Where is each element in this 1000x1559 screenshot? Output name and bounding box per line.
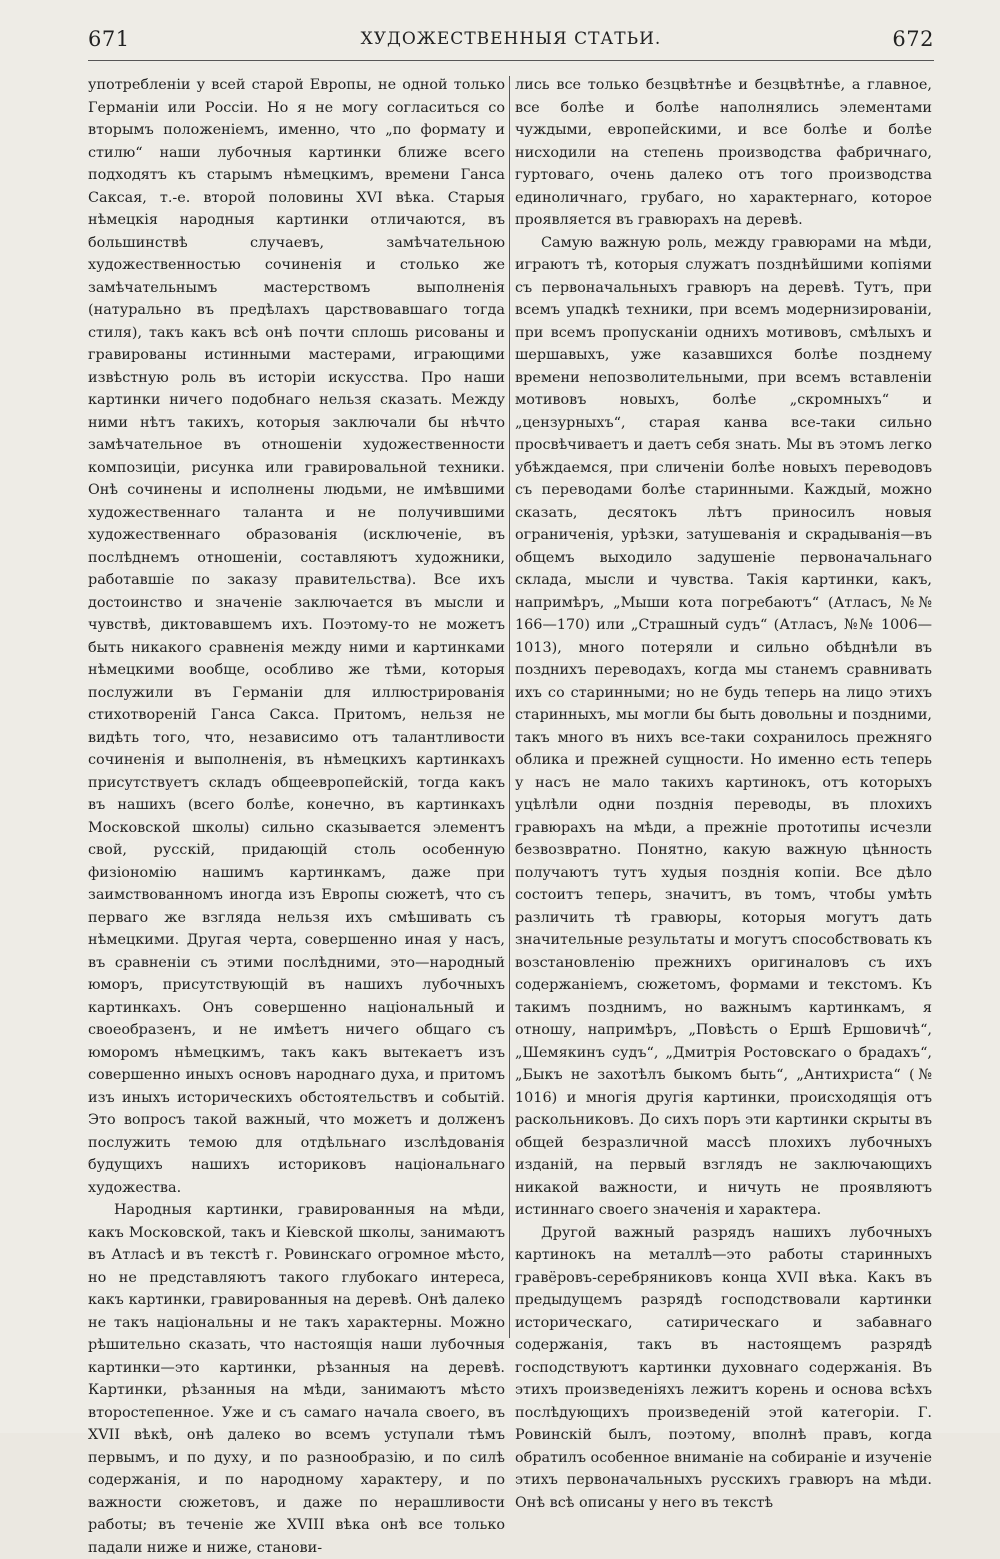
left-column — [88, 74, 505, 1556]
right-paragraph-1: лись все только безцвѣтнѣе и безцвѣтнѣе, а главное, все болѣе и болѣе наполнялись элементами чуждыми, европейскими, и все болѣе и болѣе нисходили на степень производства фабричнаго, гуртоваго, очень далеко отъ того производства единоличнаго, грубаго, но характернаго, которое проявляется въ гравюрахъ на деревѣ. — [515, 77, 932, 228]
left-paragraph-1: употребленіи у всей старой Европы, не одной только Германіи или Россіи. Но я не могу согласиться со вторымъ положеніемъ, именно, что „по формату и стилю“ наши лубочныя картинки ближе всего подходятъ къ старымъ нѣмецкимъ, времени Ганса Саксая, т.-е. второй половины XVI вѣка. Старыя нѣмецкія народныя картинки отличаются, въ большинствѣ случаевъ, замѣчательною художественностью сочиненія и столько же замѣчательнымъ мастерствомъ выполненія (натурально въ предѣлахъ царствовавшаго тогда стиля), такъ какъ всѣ онѣ почти сплошь рисованы и гравированы истинными мастерами, играющими извѣстную роль въ исторіи искусства. Про наши картинки ничего подобнаго нельзя сказать. Между ними нѣтъ такихъ, которыя заключали бы нѣчто замѣчательное въ отношеніи художественности композиціи, рисунка или гравировальной техники. Онѣ сочинены и исполнены людьми, не имѣвшими художественнаго таланта и не получившими художественнаго образованія (исключеніе, въ послѣднемъ отношеніи, составляютъ художники, работавшіе по заказу правительства). Все ихъ достоинство и значеніе заключается въ мысли и чувствѣ, диктовавшемъ ихъ. Поэтому-то не можетъ быть никакого сравненія между ними и картинками нѣмецкими вообще, особливо же тѣми, которыя послужили въ Германіи для иллюстрированія стихотвореній Ганса Сакса. Притомъ, нельзя не видѣть того, что, независимо отъ талантливости сочиненія и выполненія, въ нѣмецкихъ картинкахъ присутствуетъ складъ общеевропейскій, тогда какъ въ нашихъ (всего болѣе, конечно, въ картинкахъ Московской школы) сильно сказывается элементъ свой, русскій, придающій столь особенную физіономію нашимъ картинкамъ, даже при заимствованномъ иногда изъ Европы сюжетѣ, что съ перваго же взгляда нельзя ихъ смѣшивать съ нѣмецкими. Другая черта, совершенно иная у насъ, въ сравненіи съ этими послѣдними, это—народный юморъ, присутствующій въ нашихъ лубочныхъ картинкахъ. Онъ совершенно національный и своеобразенъ, и не имѣетъ ничего общаго съ юморомъ нѣмецкимъ, такъ какъ вытекаетъ изъ совершенно иныхъ основъ народнаго духа, и притомъ изъ иныхъ историческихъ обстоятельствъ и событій. Это вопросъ такой важный, что можетъ и долженъ послужить темою для отдѣльнаго изслѣдованія будущихъ нашихъ историковъ національнаго художества. — [88, 77, 505, 1196]
left-page-number: 671 — [88, 27, 130, 51]
column-divider — [509, 76, 510, 1338]
running-title: ХУДОЖЕСТВЕННЫЯ СТАТЬИ. — [360, 29, 662, 49]
left-paragraph-2: Народныя картинки, гравированныя на мѣди, какъ Московской, такъ и Кіевской школы, занимаютъ въ Атласѣ и въ текстѣ г. Ровинскаго огромное мѣсто, но не представляютъ такого глубокаго интереса, какъ картинки, гравированныя на деревѣ. Онѣ далеко не такъ національны и не такъ характерны. Можно рѣшительно сказать, что настоящія наши лубочныя картинки—это картинки, рѣзанныя на деревѣ. Картинки, рѣзанныя на мѣди, занимаютъ мѣсто второстепенное. Уже и съ самаго начала своего, въ XVII вѣкѣ, онѣ далеко во всемъ уступали тѣмъ первымъ, и по духу, и по разнообразію, и по силѣ содержанія, и по народному характеру, и по важности сюжетовъ, и даже по нерашливости работы; въ теченіе же XVIII вѣка онѣ все только падали ниже и ниже, станови- — [88, 1202, 505, 1556]
right-paragraph-2: Самую важную роль, между гравюрами на мѣди, играютъ тѣ, которыя служатъ позднѣйшими копіями съ первоначальныхъ гравюръ на деревѣ. Тутъ, при всемъ упадкѣ техники, при всемъ модернизированіи, при всемъ пропусканіи однихъ мотивовъ, смѣлыхъ и шершавыхъ, уже казавшихся болѣе позднему времени непозволительными, при всемъ вставленіи мотивовъ новыхъ, болѣе „скромныхъ“ и „цензурныхъ“, старая канва все-таки сильно просвѣчиваетъ и даетъ себя знать. Мы въ этомъ легко убѣждаемся, при сличеніи болѣе новыхъ переводовъ съ переводами болѣе старинными. Каждый, можно сказать, десятокъ лѣтъ приносилъ новыя ограниченія, урѣзки, затушеванія и скрадыванія—въ общемъ выходило задушеніе первоначальнаго склада, мысли и чувства. Такія картинки, какъ, напримѣръ, „Мыши кота погребаютъ“ (Атласъ, №№ 166—170) или „Страшный судъ“ (Атласъ, №№ 1006—1013), много потеряли и сильно обѣднѣли въ позднихъ переводахъ, когда мы станемъ сравнивать ихъ со старинными; но не будь теперь на лицо этихъ старинныхъ, мы могли бы быть довольны и поздними, такъ много въ нихъ все-таки сохранилось прежняго облика и прежней сущности. Но именно есть теперь у насъ не мало такихъ картинокъ, отъ которыхъ уцѣлѣли одни позднія переводы, въ плохихъ гравюрахъ на мѣди, а прежніе прототипы исчезли безвозвратно. Понятно, какую важную цѣнность получаютъ тутъ худыя позднія копіи. Все дѣло состоитъ теперь, значитъ, въ томъ, чтобы умѣть различить тѣ гравюры, которыя могутъ дать значительные результаты и могутъ способствовать къ возстановленію прежнихъ оригиналовъ съ ихъ содержаніемъ, сюжетомъ, формами и текстомъ. Къ такимъ позднимъ, но важнымъ картинкамъ, я отношу, напримѣръ, „Повѣсть о Ершѣ Ершовичѣ“, „Шемякинъ судъ“, „Дмитрія Ростовскаго о брадахъ“, „Быкъ не захотѣлъ быкомъ быть“, „Антихриста“ (№ 1016) и многія другія картинки, происходящія отъ раскольниковъ. До сихъ поръ эти картинки скрыты въ общей безразличной массѣ плохихъ лубочныхъ изданій, на первый взглядъ не заключающихъ никакой важности, и ничуть не проявляютъ истиннаго своего значенія и характера. — [515, 234, 932, 1218]
right-column — [515, 74, 933, 1511]
right-page-number: 672 — [892, 27, 934, 51]
right-paragraph-3: Другой важный разрядъ нашихъ лубочныхъ картинокъ на металлѣ—это работы старинныхъ гравёровъ-серебряниковъ конца XVII вѣка. Какъ въ предыдущемъ разрядѣ господствовали картинки историческаго, сатирическаго и забавнаго содержанія, такъ въ настоящемъ разрядѣ господствуютъ картинки духовнаго содержанія. Въ этихъ произведеніяхъ лежитъ корень и основа всѣхъ послѣдующихъ произведеній этой категоріи. Г. Ровинскій былъ, поэтому, вполнѣ правъ, когда обратилъ особенное вниманіе на собираніе и изученіе этихъ первоначальныхъ русскихъ гравюръ на мѣди. Онѣ всѣ описаны у него въ текстѣ — [515, 1224, 933, 1511]
page-header — [88, 18, 934, 61]
